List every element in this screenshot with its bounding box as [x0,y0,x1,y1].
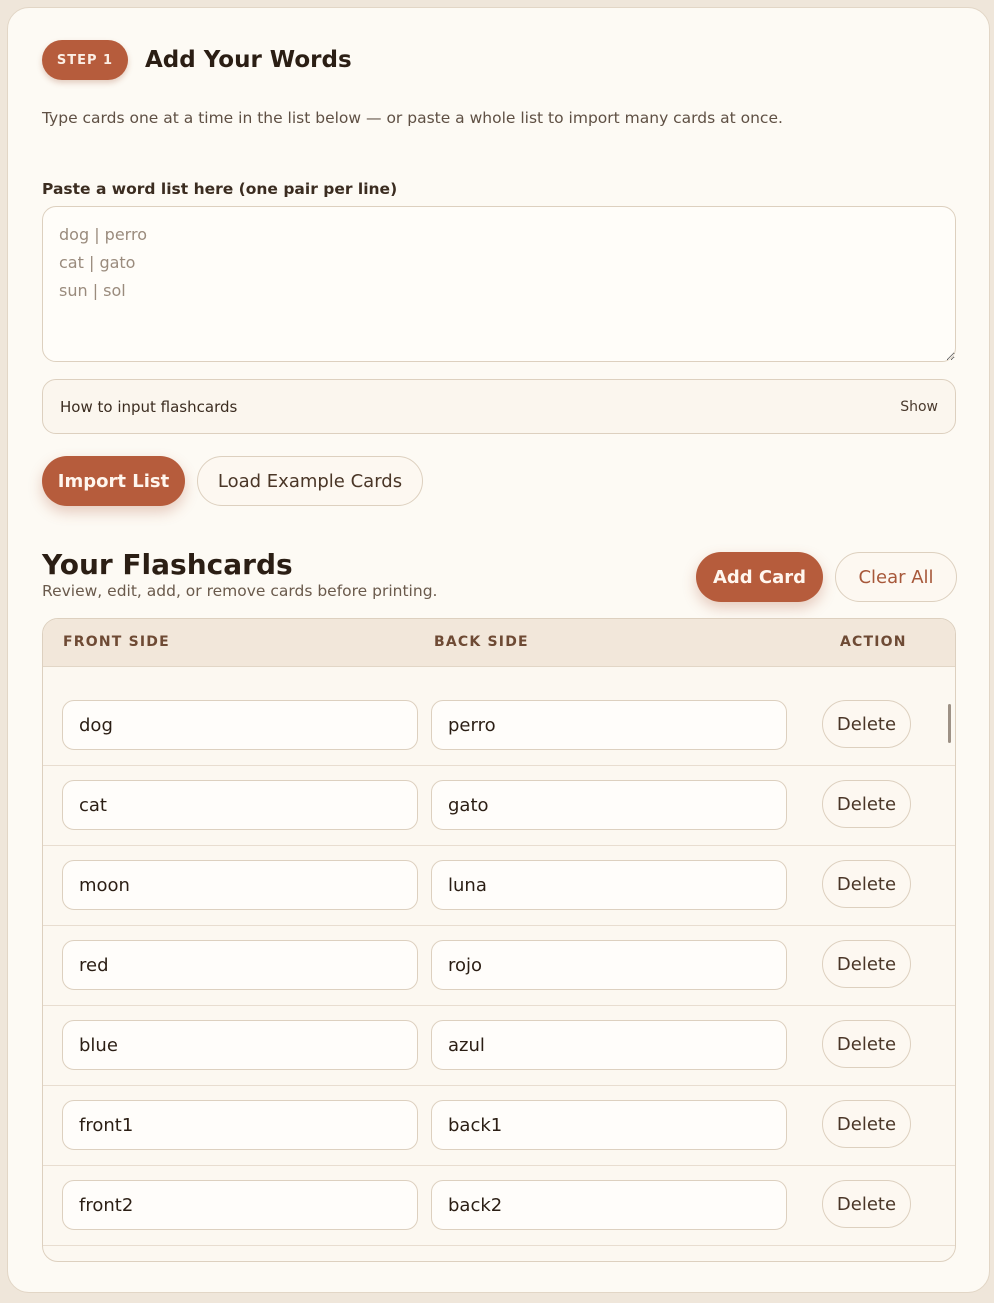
table-row [43,700,955,766]
import-list-button[interactable]: Import List [42,456,185,506]
front-input[interactable] [62,940,418,990]
column-header-action: ACTION [840,634,907,650]
howto-toggle-bar[interactable] [42,379,956,434]
back-input[interactable] [431,1100,787,1150]
front-input[interactable] [62,1180,418,1230]
table-row [43,926,955,1006]
step-header [42,40,352,80]
table-row [43,766,955,846]
show-toggle[interactable]: Show [900,398,938,415]
delete-button[interactable]: Delete [822,940,911,988]
howto-label: How to input flashcards [60,397,238,416]
flashcards-table [42,618,956,1262]
table-row [43,1006,955,1086]
delete-button[interactable]: Delete [822,1020,911,1068]
back-input[interactable] [431,860,787,910]
clear-all-button[interactable]: Clear All [835,552,957,602]
delete-button[interactable]: Delete [822,860,911,908]
step-badge: STEP 1 [42,40,128,80]
delete-button[interactable]: Delete [822,780,911,828]
back-input[interactable] [431,780,787,830]
back-input[interactable] [431,1180,787,1230]
add-card-button[interactable]: Add Card [696,552,823,602]
front-input[interactable] [62,1100,418,1150]
column-header-back: BACK SIDE [434,634,529,650]
front-input[interactable] [62,700,418,750]
table-row [43,846,955,926]
load-example-button[interactable]: Load Example Cards [197,456,423,506]
flashcards-title: Your Flashcards [42,548,293,581]
section-title: Add Your Words [145,47,352,73]
back-input[interactable] [431,940,787,990]
table-row [43,1086,955,1166]
delete-button[interactable]: Delete [822,1100,911,1148]
table-body[interactable] [43,668,955,1248]
paste-label: Paste a word list here (one pair per line) [42,180,398,198]
front-input[interactable] [62,860,418,910]
table-header [43,619,955,667]
flashcards-subtitle: Review, edit, add, or remove cards before printing. [42,582,438,600]
delete-button[interactable]: Delete [822,700,911,748]
front-input[interactable] [62,1020,418,1070]
add-words-panel [7,7,990,1293]
delete-button[interactable]: Delete [822,1180,911,1228]
column-header-front: FRONT SIDE [63,634,170,650]
table-row [43,1166,955,1246]
back-input[interactable] [431,700,787,750]
back-input[interactable] [431,1020,787,1070]
intro-text: Type cards one at a time in the list below — or paste a whole list to import many cards at once. [42,109,783,127]
paste-textarea[interactable] [42,206,956,362]
front-input[interactable] [62,780,418,830]
